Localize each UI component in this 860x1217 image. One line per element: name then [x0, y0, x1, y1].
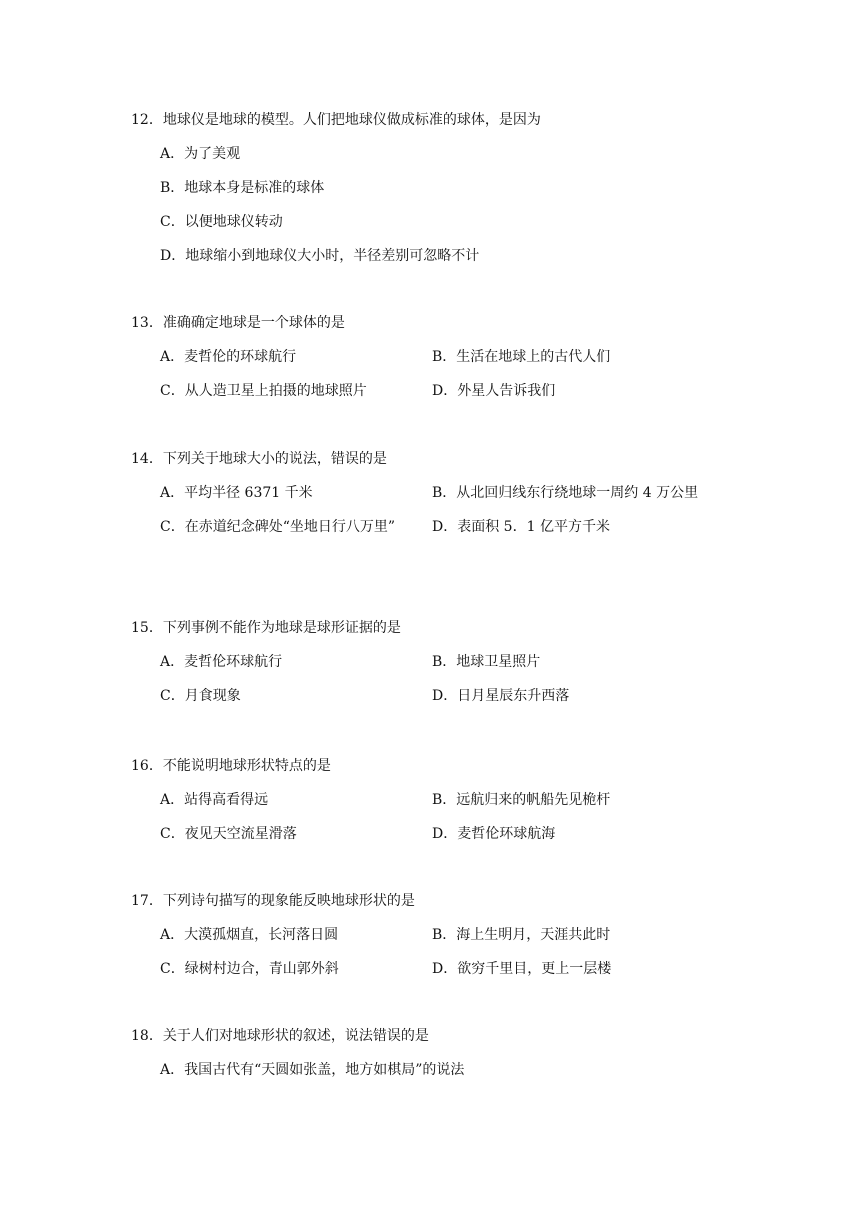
question-stem: 18．关于人们对地球形状的叙述，说法错误的是: [131, 1028, 429, 1044]
option-d: D．日月星辰东升西落: [432, 688, 570, 704]
question-stem: 13．准确确定地球是一个球体的是: [131, 315, 345, 331]
question-13: [131, 312, 771, 402]
option-d: D．地球缩小到地球仪大小时，半径差别可忽略不计: [160, 248, 480, 264]
option-a: A．麦哲伦的环球航行: [160, 349, 297, 365]
option-a: A．大漠孤烟直，长河落日圆: [160, 927, 339, 943]
option-c: C．以便地球仪转动: [160, 214, 283, 230]
question-15: [131, 617, 771, 707]
question-12: [131, 109, 771, 267]
option-row: [160, 924, 771, 946]
option-c: C．夜见天空流星滑落: [160, 826, 297, 842]
question-stem: 17．下列诗句描写的现象能反映地球形状的是: [131, 893, 415, 909]
question-16: [131, 755, 771, 845]
option-row: [160, 346, 771, 368]
option-b: B．地球本身是标准的球体: [160, 180, 325, 196]
option-a: A．麦哲伦环球航行: [160, 654, 283, 670]
option-b: B．地球卫星照片: [432, 654, 541, 670]
option-c: C．在赤道纪念碑处“坐地日行八万里”: [160, 519, 396, 535]
option-row: [160, 651, 771, 673]
option-row: [160, 516, 771, 538]
question-stem: 12．地球仪是地球的模型。人们把地球仪做成标准的球体，是因为: [131, 112, 541, 128]
option-d: D．表面积 5．1 亿平方千米: [432, 519, 610, 535]
option-c: C．从人造卫星上拍摄的地球照片: [160, 383, 367, 399]
option-a: A．我国古代有“天圆如张盖，地方如棋局”的说法: [160, 1062, 465, 1078]
option-b: B．生活在地球上的古代人们: [432, 349, 611, 365]
option-d: D．外星人告诉我们: [432, 383, 556, 399]
question-17: [131, 890, 771, 980]
option-d: D．麦哲伦环球航海: [432, 826, 556, 842]
option-b: B．从北回归线东行绕地球一周约 4 万公里: [432, 485, 699, 501]
option-b: B．海上生明月，天涯共此时: [432, 927, 611, 943]
option-a: A．平均半径 6371 千米: [160, 485, 313, 501]
option-c: C．月食现象: [160, 688, 241, 704]
option-row: [160, 823, 771, 845]
question-14: [131, 448, 771, 538]
option-b: B．远航归来的帆船先见桅杆: [432, 792, 611, 808]
option-row: [160, 958, 771, 980]
question-stem: 15．下列事例不能作为地球是球形证据的是: [131, 620, 401, 636]
option-row: [160, 685, 771, 707]
option-a: A．站得高看得远: [160, 792, 269, 808]
question-18: [131, 1025, 771, 1081]
option-d: D．欲穷千里目，更上一层楼: [432, 961, 612, 977]
option-row: [160, 789, 771, 811]
option-row: [160, 482, 771, 504]
option-c: C．绿树村边合，青山郭外斜: [160, 961, 339, 977]
option-a: A．为了美观: [160, 146, 241, 162]
question-stem: 14．下列关于地球大小的说法，错误的是: [131, 451, 387, 467]
option-row: [160, 380, 771, 402]
question-stem: 16．不能说明地球形状特点的是: [131, 758, 331, 774]
